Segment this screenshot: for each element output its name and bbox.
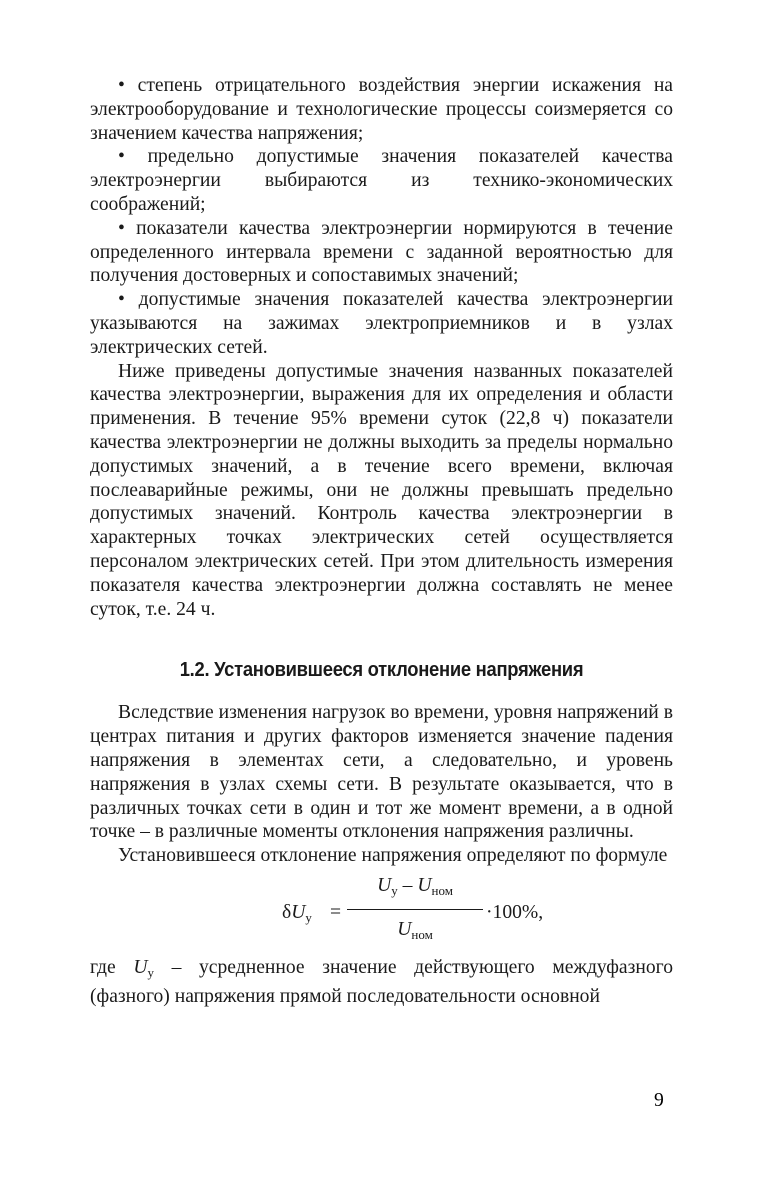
formula-numerator xyxy=(347,874,483,903)
paragraph-intro: Ниже приведены допустимые значения названных показателей качества электроэнергии, выражения для их определения и области применения. В течение 95% времени суток (22,8 ч) показатели качества электроэнергии не должны выходить за пределы нормально допустимых значений, а в течение всего времени, включая послеаварийные режимы, они не должны превышать предельно допустимых значений. Контроль качества электроэнергии в характерных точках электрических сетей осуществляется персоналом электрических сетей. При этом длительность измерения показателя качества электроэнергии должна составлять не менее суток, т.е. 24 ч. xyxy=(90,360,673,620)
page-body xyxy=(90,74,673,1009)
formula-rhs: ·100%, xyxy=(486,901,544,923)
bullet-item-1: • степень отрицательного воздействия энергии искажения на электрооборудование и технологические процессы соизмеряется со значением качества напряжения; xyxy=(90,75,673,144)
formula-voltage-deviation xyxy=(90,874,673,952)
formula-sub-y: у xyxy=(305,909,312,925)
paragraph-section-1: Вследствие изменения нагрузок во времени, уровня напряжений в центрах питания и других факторов изменяется значение падения напряжения в элементах сети, а следовательно, и уровень напряжения в узлах схемы сети. В результате оказывается, что в различных точках сети в один и тот же момент времени, а в одной точке – в различные моменты отклонения напряжения различны. xyxy=(90,702,673,843)
formula-delta: δ xyxy=(282,901,292,923)
paragraph-definition xyxy=(90,956,673,1009)
numerator-var-u: U xyxy=(377,874,392,896)
paragraph-section-2: Установившееся отклонение напряжения определяют по формуле xyxy=(118,845,668,867)
definition-prefix: где xyxy=(90,956,134,978)
bullet-item-2: • предельно допустимые значения показателей качества электроэнергии выбираются из технико-экономических соображений; xyxy=(90,146,673,215)
fraction-bar xyxy=(347,909,483,910)
formula-equals: = xyxy=(330,901,342,923)
formula-var-u: U xyxy=(291,901,306,923)
numerator-var-u-nom: U xyxy=(417,874,432,896)
numerator-sub-nom: ном xyxy=(431,882,453,898)
definition-text: – усредненное значение действующего междуфазного (фазного) напряжения прямой последовательности основной xyxy=(90,956,673,1007)
section-heading: 1.2. Установившееся отклонение напряжения xyxy=(179,659,584,682)
numerator-sub-y: у xyxy=(391,882,398,898)
bullet-item-3: • показатели качества электроэнергии нормируются в течение определенного интервала времени с заданной вероятностью для получения достоверных и сопоставимых значений; xyxy=(90,217,673,287)
formula-lhs xyxy=(282,901,312,930)
page-number: 9 xyxy=(654,1090,664,1111)
denominator-var-u: U xyxy=(397,918,412,940)
formula-denominator xyxy=(347,918,483,947)
bullet-item-4: • допустимые значения показателей качества электроэнергии указываются на зажимах электроприемников и в узлах электрических сетей. xyxy=(90,289,673,358)
numerator-minus: – xyxy=(397,874,418,896)
definition-var-u: U xyxy=(133,956,148,978)
definition-sub-y: у xyxy=(147,964,154,980)
denominator-sub-nom: ном xyxy=(411,926,433,942)
